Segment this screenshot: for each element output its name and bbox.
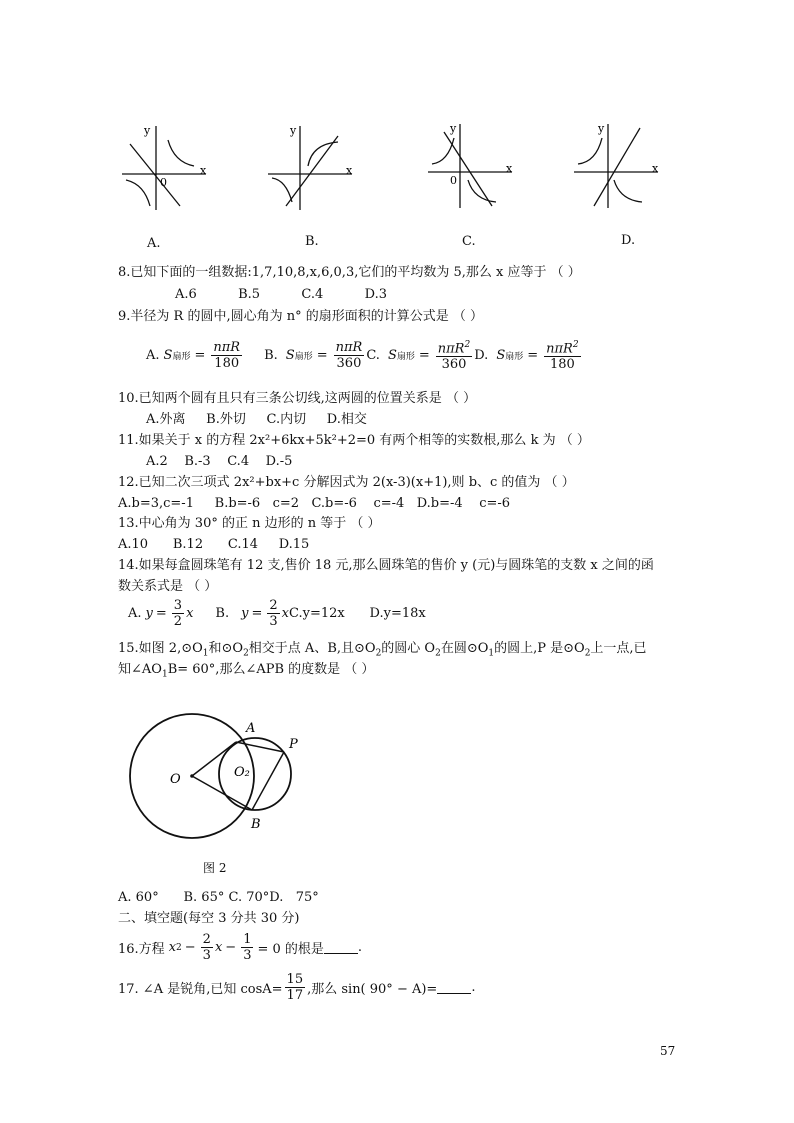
question-17	[118, 972, 475, 1003]
point-o2-label: O₂	[234, 765, 250, 780]
fraction: $\frac{n\pi R^2}{360}$	[437, 340, 471, 373]
question-14-line-2: 数关系式是 （ ）	[118, 579, 218, 594]
question-11: 11.如果关于 x 的方程 2x²+6kx+5k²+2=0 有两个相等的实数根,那么 k 为 （ ）	[118, 433, 590, 448]
graph-d	[570, 120, 662, 212]
graph-a-label: A.	[147, 236, 161, 251]
point-p-label: P	[289, 737, 298, 752]
x-axis-label: x	[506, 162, 513, 175]
question-9: 9.半径为 R 的圆中,圆心角为 n° 的扇形面积的计算公式是 （ ）	[118, 309, 483, 324]
x-axis-label: x	[346, 164, 353, 177]
exponent: 2	[176, 942, 182, 953]
option-c-label: C.	[366, 347, 380, 363]
equals: =	[251, 606, 263, 621]
equals: =	[155, 606, 167, 621]
q17-middle: ,那么 sin( 90° − A)=	[307, 982, 438, 997]
equals: =	[316, 347, 328, 363]
graph-b	[264, 122, 356, 214]
question-8: 8.已知下面的一组数据:1,7,10,8,x,6,0,3,它们的平均数为 5,那么 x 应等于 （ ）	[118, 265, 581, 280]
minus: −	[184, 940, 196, 955]
fraction: $\frac{n\pi R^2}{180}$	[546, 340, 579, 373]
section-2-heading: 二、填空题(每空 3 分共 30 分)	[118, 911, 300, 926]
period: .	[357, 940, 363, 955]
var-x: x	[281, 606, 289, 621]
option-a-label: A.	[128, 606, 142, 621]
answer-blank[interactable]	[437, 981, 471, 994]
sector-symbol: S	[285, 347, 295, 363]
x-axis-label: x	[200, 164, 207, 177]
period: .	[471, 980, 476, 995]
equals: =	[194, 347, 206, 363]
fraction: $\frac{\text{nπR}}{180}$	[213, 339, 241, 371]
fraction: $\frac{\text{nπR}}{360}$	[335, 339, 363, 371]
y-axis-label: y	[598, 122, 605, 135]
sector-symbol: S	[496, 347, 506, 363]
graph-c-label: C.	[462, 234, 476, 249]
question-14-line-1: 14.如果每盒圆珠笔有 12 支,售价 18 元,那么圆珠笔的售价 y (元)与圆珠笔的支数 x 之间的函	[118, 558, 654, 573]
var-x: x	[186, 606, 194, 621]
option-a-label: A.	[146, 347, 160, 363]
graph-c	[424, 120, 516, 212]
minus: −	[225, 940, 237, 955]
option-d-label: D.	[474, 347, 489, 363]
sector-subscript: 扇形	[396, 351, 415, 362]
fraction: $\frac{2}{3}$	[202, 932, 211, 963]
answer-blank[interactable]	[324, 941, 358, 954]
var-y: y	[145, 606, 153, 621]
point-b-label: B	[251, 817, 261, 832]
y-axis-label: y	[290, 124, 297, 137]
y-axis-label: y	[144, 124, 151, 137]
question-11-options: A.2 B.-3 C.4 D.-5	[146, 454, 293, 469]
question-8-options: A.6 B.5 C.4 D.3	[175, 287, 387, 302]
options-c-d: C.y=12x D.y=18x	[289, 606, 426, 621]
question-15-line-2: 知$\angle AO_1B= 60^\circ$,那么∠APB 的度数是 （ ）	[118, 662, 375, 680]
sector-symbol: S	[387, 347, 397, 363]
origin-label: 0	[160, 176, 167, 189]
question-12: 12.已知二次三项式 2x²+bx+c 分解因式为 2(x-3)(x+1),则 b、c 的值为 （ ）	[118, 475, 575, 490]
question-14-options	[128, 598, 426, 629]
page-number: 57	[660, 1044, 676, 1058]
graph-b-label: B.	[305, 234, 319, 249]
graph-a	[118, 122, 210, 214]
option-b-label: B.	[215, 606, 230, 621]
question-12-options: A.b=3,c=-1 B.b=-6 c=2 C.b=-6 c=-4 D.b=-4 c=-6	[118, 496, 511, 511]
q16-suffix: = 0 的根是	[257, 942, 324, 957]
origin-label: 0	[450, 174, 457, 187]
question-10-options: A.外离 B.外切 C.内切 D.相交	[146, 412, 367, 427]
sector-subscript: 扇形	[294, 351, 313, 362]
question-13-options: A.10 B.12 C.14 D.15	[118, 537, 310, 552]
fraction: $\frac{1}{3}$	[243, 932, 252, 963]
fraction: $\frac{2}{3}$	[269, 598, 278, 629]
y-axis-label: y	[450, 122, 457, 135]
equals: =	[527, 347, 539, 363]
graph-d-label: D.	[621, 233, 636, 248]
question-10: 10.已知两个圆有且只有三条公切线,这两圆的位置关系是 （ ）	[118, 391, 477, 406]
sector-subscript: 扇形	[505, 351, 524, 362]
question-9-options	[146, 338, 583, 372]
option-b-label: B.	[264, 347, 278, 363]
point-a-label: A	[246, 721, 256, 736]
var-y: y	[241, 606, 249, 621]
q16-prefix: 16.方程	[118, 942, 165, 957]
figure-2	[124, 712, 304, 842]
question-15-line-1: 15.如图 $2,⊙O_1$和$⊙O_2$相交于点 A、B,且$⊙O_2$的圆心 $O_2$在圆$⊙O_1$的圆上,P 是$⊙O_2$上一点,已	[118, 641, 647, 659]
var-x: x	[214, 940, 223, 955]
figure-2-caption: 图 2	[203, 861, 227, 875]
var-x: x	[168, 940, 177, 955]
question-16	[118, 932, 362, 963]
x-axis-label: x	[652, 162, 659, 175]
fraction: $\frac{15}{17}$	[286, 972, 304, 1003]
equals: =	[418, 347, 430, 363]
sector-symbol: S	[163, 347, 173, 363]
question-13: 13.中心角为 30° 的正 n 边形的 n 等于 （ ）	[118, 516, 381, 531]
question-15-options: A. 60° B. 65° C. 70°D. 75°	[118, 890, 319, 905]
point-o-label: O	[170, 772, 181, 787]
q17-prefix: 17. ∠A 是锐角,已知 cosA=	[118, 982, 283, 997]
sector-subscript: 扇形	[172, 351, 191, 362]
fraction: $\frac{3}{2}$	[173, 598, 183, 629]
